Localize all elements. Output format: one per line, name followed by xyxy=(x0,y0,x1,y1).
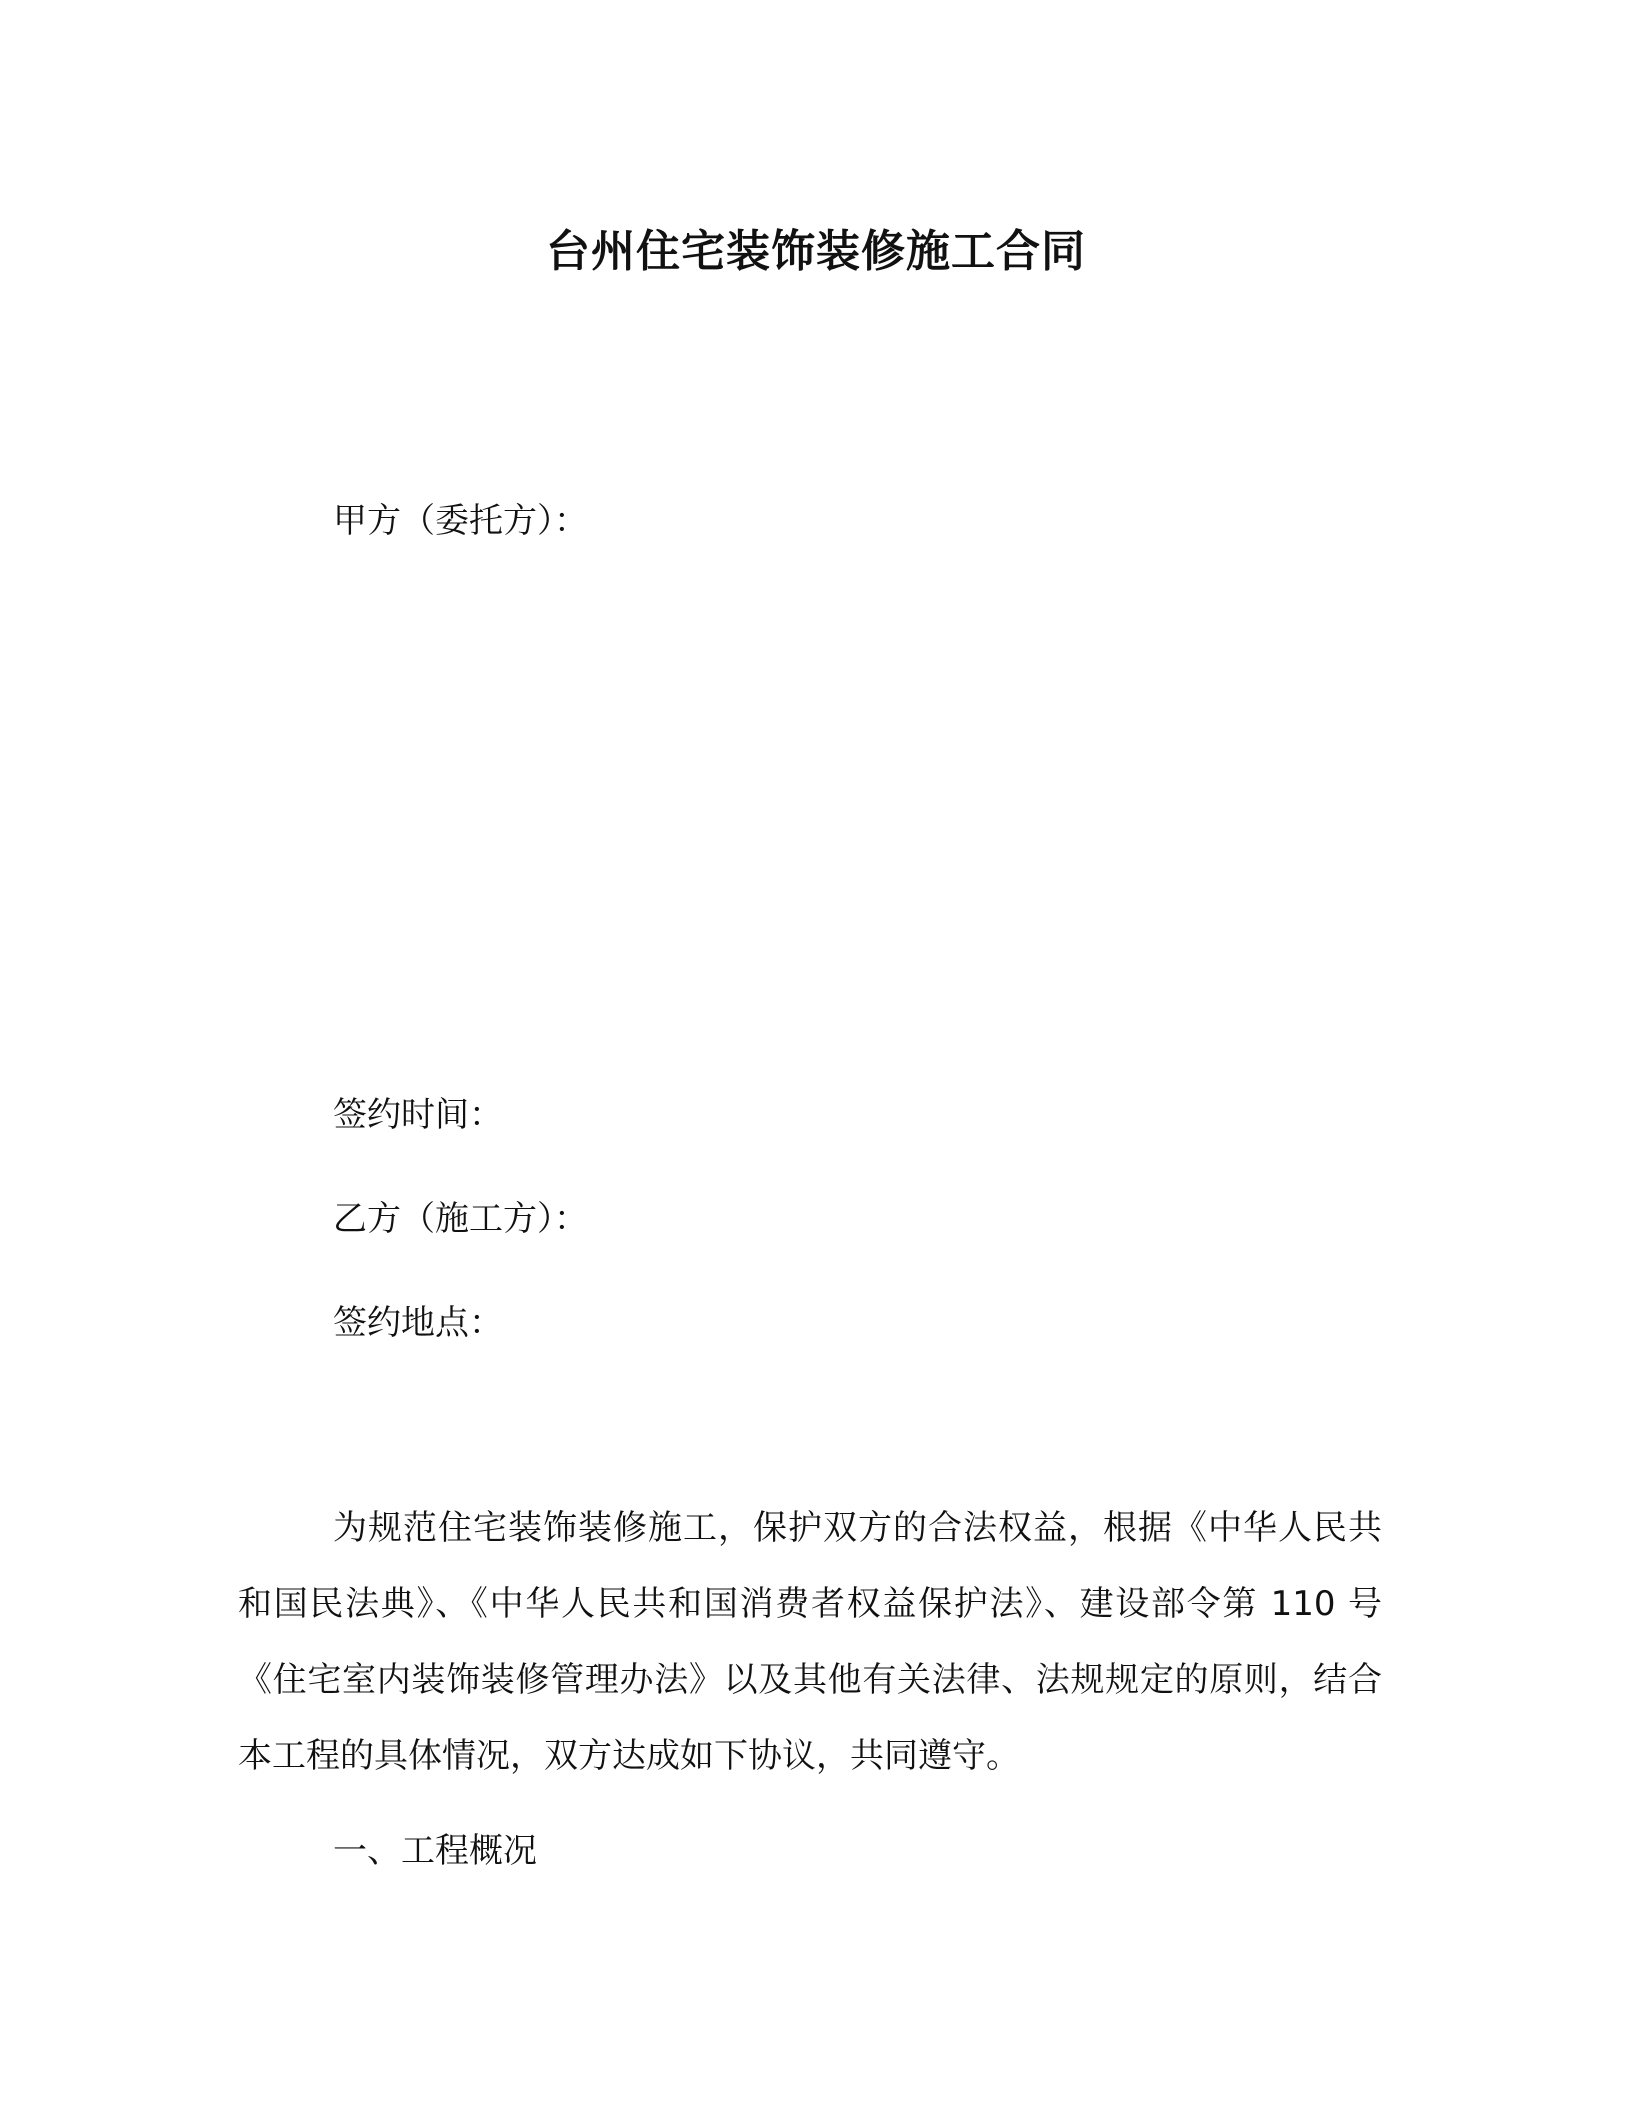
party-b-label: 乙方（施工方）： xyxy=(333,1199,588,1239)
party-a-label: 甲方（委托方）： xyxy=(333,501,588,541)
section-heading-1: 一、工程概况 xyxy=(333,1831,537,1871)
document-title: 台州住宅装饰装修施工合同 xyxy=(546,226,1086,277)
preamble-paragraph: 为规范住宅装饰装修施工，保护双方的合法权益，根据《中华人民共和国民法典》、《中华人民共和国消费者权益保护法》、建设部令第 110 号《住宅室内装饰装修管理办法》以及其他有关法律、法规规定的原则，结合本工程的具体情况，双方达成如下协议，共同遵守。 xyxy=(238,1508,1382,1776)
sign-place-label: 签约地点： xyxy=(333,1303,503,1343)
sign-time-label: 签约时间： xyxy=(333,1095,503,1135)
